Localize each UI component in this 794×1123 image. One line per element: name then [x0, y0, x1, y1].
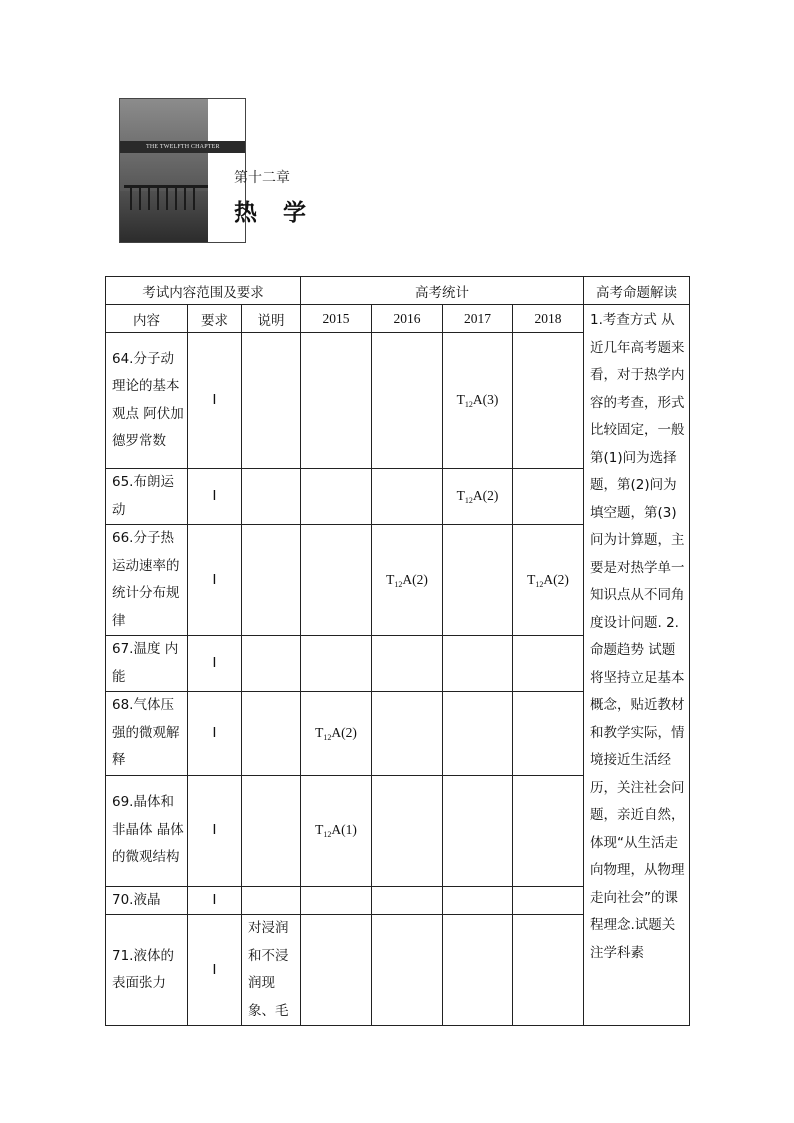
stat-2018: $T_{12}A(2)$ [513, 525, 584, 636]
stat-2017: $T_{12}A(2)$ [443, 469, 513, 525]
chapter-title: 热 学 [234, 200, 316, 226]
header-row-columns [106, 305, 690, 333]
stat-2016: $T_{12}A(2)$ [372, 525, 443, 636]
note-cell [242, 333, 301, 469]
note-cell [242, 692, 301, 776]
stat-2017 [443, 525, 513, 636]
requirement-cell: Ⅰ [188, 469, 242, 525]
header-stats: 高考统计 [301, 277, 584, 305]
header-requirement: 要求 [188, 305, 242, 333]
requirement-cell: Ⅰ [188, 775, 242, 886]
header-year-2016: 2016 [372, 305, 443, 333]
stat-2018 [513, 775, 584, 886]
topic-cell: 67.温度 内能 [106, 636, 188, 692]
topic-cell: 71.液体的表面张力 [106, 915, 188, 1026]
stat-2015 [301, 636, 372, 692]
requirement-cell: Ⅰ [188, 692, 242, 776]
stat-2015: $T_{12}A(1)$ [301, 775, 372, 886]
commentary-cell: 1.考查方式 从近几年高考题来看，对于热学内容的考查，形式比较固定，一般第(1)问为选择题，第(2)问为填空题，第(3)问为计算题，主要是对热学单一知识点从不同角度设计问题. 2.命题趋势 试题将坚持立足基本概念，贴近教材和教学实际，情境接近生活经历，关注社会问题，亲近自然，体现“从生活走向物理，从物理走向社会”的课程理念.试题关注学科素 [584, 305, 690, 1026]
stat-2017 [443, 775, 513, 886]
cover-chapter-band: THE TWELFTH CHAPTER [120, 141, 246, 153]
topic-cell: 64.分子动理论的基本观点 阿伏加德罗常数 [106, 333, 188, 469]
header-exam-scope: 考试内容范围及要求 [106, 277, 301, 305]
stat-2018 [513, 333, 584, 469]
topic-cell: 68.气体压强的微观解释 [106, 692, 188, 776]
requirement-cell: Ⅰ [188, 525, 242, 636]
stat-2018 [513, 692, 584, 776]
note-cell [242, 469, 301, 525]
stat-2018 [513, 886, 584, 915]
stat-2017: $T_{12}A(3)$ [443, 333, 513, 469]
stat-2015 [301, 469, 372, 525]
stat-2016 [372, 886, 443, 915]
chapter-number: 第十二章 [234, 171, 290, 186]
cover-pier-legs [130, 188, 200, 210]
stat-2017 [443, 692, 513, 776]
stat-2015: $T_{12}A(2)$ [301, 692, 372, 776]
exam-requirements-table [105, 276, 690, 1026]
stat-2015 [301, 886, 372, 915]
stat-2018 [513, 636, 584, 692]
note-cell [242, 886, 301, 915]
note-cell: 对浸润和不浸润现象、毛 [242, 915, 301, 1026]
header-row-groups [106, 277, 690, 305]
stat-2015 [301, 915, 372, 1026]
requirement-cell: Ⅰ [188, 886, 242, 915]
stat-2017 [443, 886, 513, 915]
note-cell [242, 775, 301, 886]
stat-2016 [372, 469, 443, 525]
topic-cell: 66.分子热运动速率的统计分布规律 [106, 525, 188, 636]
stat-2018 [513, 469, 584, 525]
header-content: 内容 [106, 305, 188, 333]
header-interpretation: 高考命题解读 [584, 277, 690, 305]
stat-2016 [372, 636, 443, 692]
stat-2015 [301, 333, 372, 469]
stat-2016 [372, 915, 443, 1026]
requirement-cell: Ⅰ [188, 915, 242, 1026]
stat-2018 [513, 915, 584, 1026]
note-cell [242, 636, 301, 692]
stat-2016 [372, 692, 443, 776]
note-cell [242, 525, 301, 636]
header-note: 说明 [242, 305, 301, 333]
stat-2015 [301, 525, 372, 636]
chapter-cover-image [119, 98, 246, 243]
topic-cell: 69.晶体和非晶体 晶体的微观结构 [106, 775, 188, 886]
header-year-2017: 2017 [443, 305, 513, 333]
requirement-cell: Ⅰ [188, 636, 242, 692]
stat-2016 [372, 775, 443, 886]
stat-2016 [372, 333, 443, 469]
topic-cell: 70.液晶 [106, 886, 188, 915]
requirement-cell: Ⅰ [188, 333, 242, 469]
stat-2017 [443, 636, 513, 692]
stat-2017 [443, 915, 513, 1026]
header-year-2018: 2018 [513, 305, 584, 333]
header-year-2015: 2015 [301, 305, 372, 333]
topic-cell: 65.布朗运动 [106, 469, 188, 525]
